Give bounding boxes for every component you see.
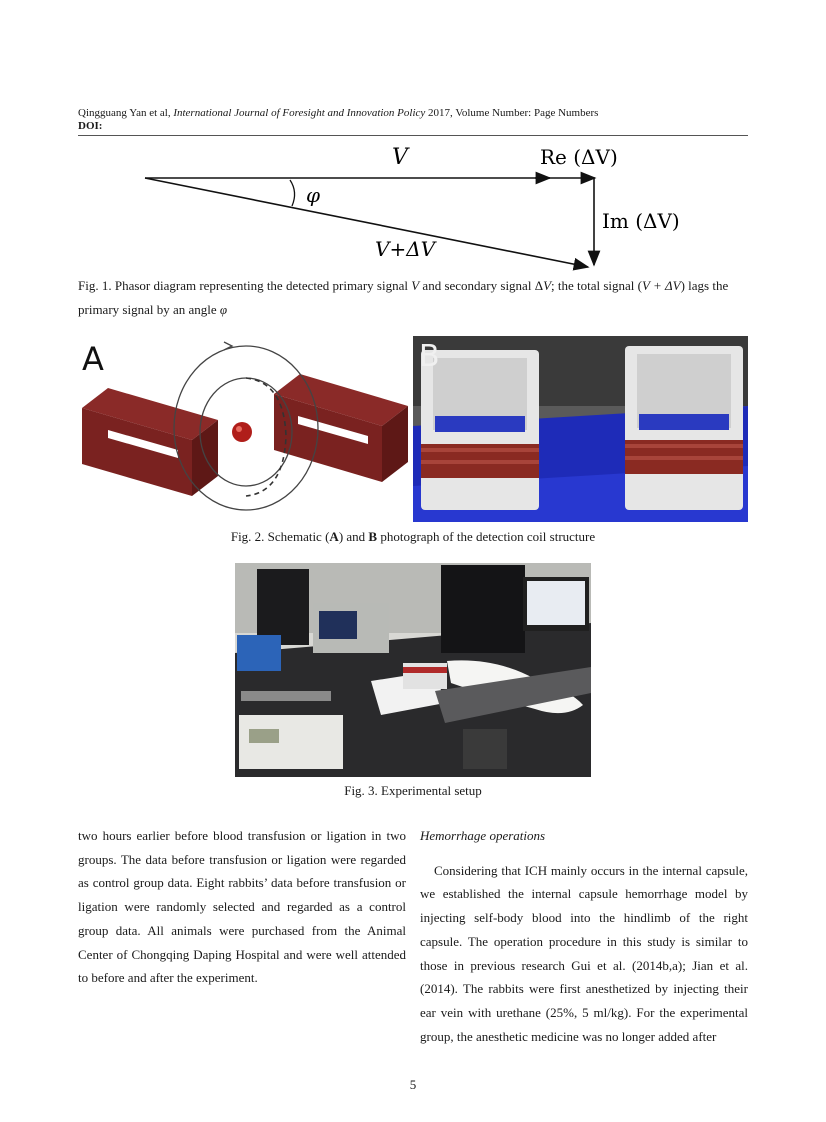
v-label: V [392, 145, 408, 170]
sum-label: V+ΔV [375, 237, 436, 261]
right-column [420, 824, 748, 1048]
section-subheading: Hemorrhage operations [420, 828, 546, 843]
angle-arc [290, 180, 295, 206]
header-journal: International Journal of Foresight and Innovation Policy [173, 107, 426, 119]
panel-a-label: A [82, 340, 104, 378]
pc-tower [257, 569, 309, 645]
header-doi: DOI: [78, 120, 103, 132]
right-coil [274, 374, 408, 482]
right-coil-box [625, 346, 743, 510]
figure-2-caption: Fig. 2. Schematic (A) and B photograph of the detection coil structure [230, 529, 596, 544]
left-coil [82, 388, 218, 496]
running-header [78, 107, 748, 133]
coil-box [403, 663, 447, 689]
sum-vector [145, 178, 588, 267]
im-label: Im (ΔV) [602, 209, 680, 233]
re-label: Re (ΔV) [540, 145, 618, 169]
header-rule [78, 135, 748, 136]
figure-1-phasor-diagram [140, 140, 700, 278]
equipment-rack [441, 565, 525, 653]
header-citation [78, 107, 748, 120]
figure-3-experimental-setup-photo [235, 563, 591, 777]
header-authors: Qingguang Yan et al, [78, 107, 174, 119]
page-number: 5 [409, 1077, 417, 1092]
figure-2b-coil-photograph [413, 336, 748, 522]
right-column-paragraph: Considering that ICH mainly occurs in the internal capsule, we established the internal capsule hemorrhage model by injecting self-body blood into the hindlimb of the right capsule. The operation procedure in this study is similar to those in previous research Gui et al. (2014b,a); Jian et al. (2014). The rabbits were first anesthetized by injecting their ear vein with urethane (25%, 5 ml/kg). For the experimental group, the anesthetic medicine was no longer added after [420, 862, 748, 1044]
panel-b-label: B [419, 339, 440, 374]
header-volume: 2017, Volume Number: Page Numbers [425, 107, 599, 119]
phi-label: φ [306, 183, 321, 207]
blue-instrument [237, 635, 281, 671]
left-coil-box [421, 350, 539, 510]
left-column-paragraph: two hours earlier before blood transfusion or ligation in two groups. The data before transfusion or ligation were regarded as control group data. Eight rabbits’ data before transfusion or ligation were randomly selected and regarded as a control group data. All animals were purchased from the Animal Center of Chongqing Daping Hospital and were well attended to before and after the experiment. [78, 828, 406, 986]
target-sphere [232, 422, 252, 442]
figure-1-caption: Fig. 1. Phasor diagram representing the detected primary signal V and secondary signal ΔV; the total signal (V + ΔV) lags the primary signal by an angle φ [78, 278, 729, 317]
figure-2a-coil-schematic [78, 336, 410, 522]
figure-3-caption: Fig. 3. Experimental setup [344, 783, 482, 798]
lab-jack [463, 729, 507, 769]
left-column [78, 824, 406, 990]
